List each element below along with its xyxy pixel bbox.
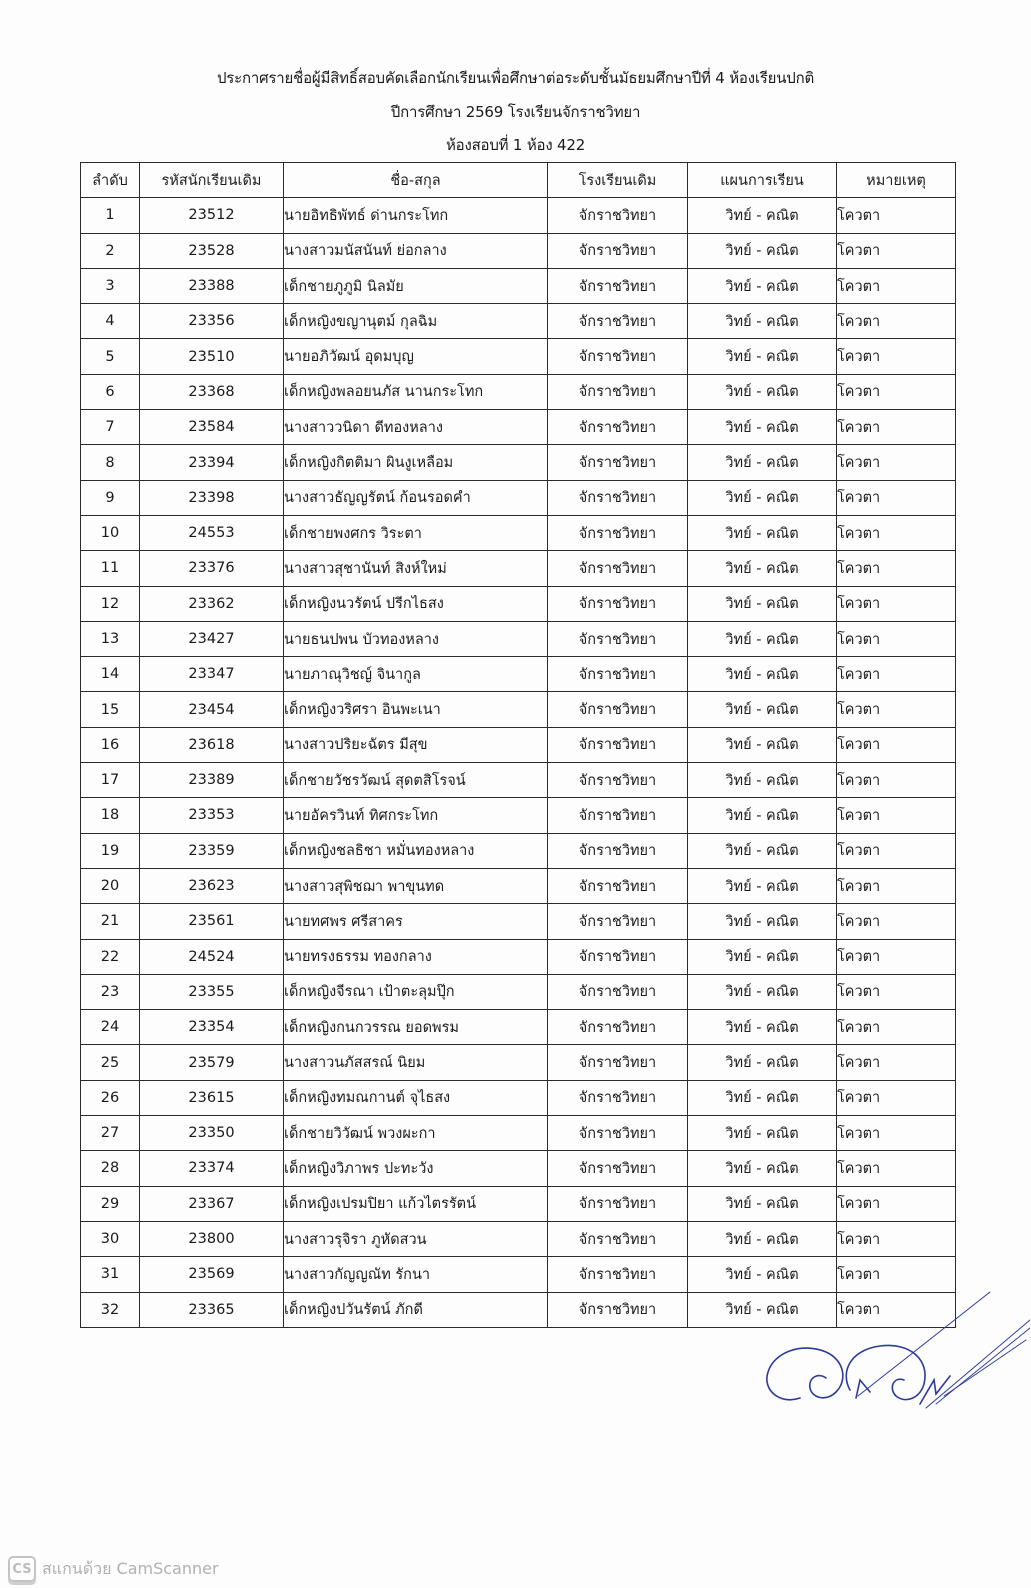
cell-note: โควตา xyxy=(837,551,956,586)
cell-no: 9 xyxy=(81,480,140,515)
cell-plan: วิทย์ - คณิต xyxy=(688,657,837,692)
cell-note: โควตา xyxy=(837,974,956,1009)
cell-school: จักราชวิทยา xyxy=(548,1292,688,1327)
cell-note: โควตา xyxy=(837,868,956,903)
column-header-no: ลำดับ xyxy=(81,163,140,198)
cell-note: โควตา xyxy=(837,833,956,868)
cell-name: นางสาวนภัสสรณ์ นิยม xyxy=(284,1045,548,1080)
cell-plan: วิทย์ - คณิต xyxy=(688,445,837,480)
cell-note: โควตา xyxy=(837,798,956,833)
cell-school: จักราชวิทยา xyxy=(548,551,688,586)
cell-no: 5 xyxy=(81,339,140,374)
table-row xyxy=(81,763,956,798)
cell-school: จักราชวิทยา xyxy=(548,1186,688,1221)
table-row xyxy=(81,1010,956,1045)
cell-plan: วิทย์ - คณิต xyxy=(688,304,837,339)
watermark-text: สแกนด้วย CamScanner xyxy=(42,1558,219,1578)
table-row xyxy=(81,1186,956,1221)
cell-student-id: 23623 xyxy=(140,868,284,903)
cell-plan: วิทย์ - คณิต xyxy=(688,1045,837,1080)
table-row xyxy=(81,233,956,268)
cell-plan: วิทย์ - คณิต xyxy=(688,1080,837,1115)
cell-name: เด็กหญิงขญานุตม์ กุลฉิม xyxy=(284,304,548,339)
cell-student-id: 23355 xyxy=(140,974,284,1009)
cell-student-id: 23367 xyxy=(140,1186,284,1221)
cell-note: โควตา xyxy=(837,1257,956,1292)
cell-school: จักราชวิทยา xyxy=(548,374,688,409)
cell-plan: วิทย์ - คณิต xyxy=(688,621,837,656)
cell-note: โควตา xyxy=(837,1292,956,1327)
cell-note: โควตา xyxy=(837,304,956,339)
cell-student-id: 23618 xyxy=(140,727,284,762)
cell-note: โควตา xyxy=(837,692,956,727)
cell-no: 11 xyxy=(81,551,140,586)
cell-student-id: 23365 xyxy=(140,1292,284,1327)
cell-note: โควตา xyxy=(837,939,956,974)
cell-student-id: 23394 xyxy=(140,445,284,480)
cell-school: จักราชวิทยา xyxy=(548,763,688,798)
cell-plan: วิทย์ - คณิต xyxy=(688,974,837,1009)
table-row xyxy=(81,1221,956,1256)
cell-school: จักราชวิทยา xyxy=(548,974,688,1009)
table-row xyxy=(81,1045,956,1080)
cell-plan: วิทย์ - คณิต xyxy=(688,1292,837,1327)
cell-name: เด็กหญิงจีรณา เป้าตะลุมปุ๊ก xyxy=(284,974,548,1009)
cell-no: 17 xyxy=(81,763,140,798)
cell-note: โควตา xyxy=(837,233,956,268)
cell-school: จักราชวิทยา xyxy=(548,268,688,303)
table-row xyxy=(81,374,956,409)
cell-no: 29 xyxy=(81,1186,140,1221)
cell-name: เด็กหญิงกิตติมา ผินงูเหลือม xyxy=(284,445,548,480)
table-body xyxy=(81,198,956,1328)
cell-student-id: 23584 xyxy=(140,410,284,445)
cell-student-id: 23362 xyxy=(140,586,284,621)
cell-school: จักราชวิทยา xyxy=(548,1257,688,1292)
cell-name: นางสาวรุจิรา ภูหัดสวน xyxy=(284,1221,548,1256)
cell-no: 27 xyxy=(81,1116,140,1151)
cell-no: 28 xyxy=(81,1151,140,1186)
table-row xyxy=(81,515,956,550)
cell-name: เด็กหญิงนวรัตน์ ปรีกไธสง xyxy=(284,586,548,621)
cell-school: จักราชวิทยา xyxy=(548,198,688,233)
cell-student-id: 23353 xyxy=(140,798,284,833)
cell-no: 20 xyxy=(81,868,140,903)
cell-name: นางสาวสุพิชฌา พาขุนทด xyxy=(284,868,548,903)
cell-name: เด็กชายพงศกร วิระตา xyxy=(284,515,548,550)
cell-school: จักราชวิทยา xyxy=(548,480,688,515)
cell-plan: วิทย์ - คณิต xyxy=(688,939,837,974)
cell-student-id: 24553 xyxy=(140,515,284,550)
table-row xyxy=(81,551,956,586)
cell-name: นายภาณุวิชญ์ จินากูล xyxy=(284,657,548,692)
cell-school: จักราชวิทยา xyxy=(548,1010,688,1045)
cell-student-id: 23374 xyxy=(140,1151,284,1186)
cell-plan: วิทย์ - คณิต xyxy=(688,798,837,833)
cell-school: จักราชวิทยา xyxy=(548,1221,688,1256)
cell-school: จักราชวิทยา xyxy=(548,515,688,550)
cell-note: โควตา xyxy=(837,445,956,480)
cell-plan: วิทย์ - คณิต xyxy=(688,1221,837,1256)
cell-name: เด็กหญิงวริศรา อินพะเนา xyxy=(284,692,548,727)
cell-school: จักราชวิทยา xyxy=(548,868,688,903)
cell-no: 32 xyxy=(81,1292,140,1327)
column-header-student-id: รหัสนักเรียนเดิม xyxy=(140,163,284,198)
table-row xyxy=(81,904,956,939)
table-row xyxy=(81,304,956,339)
cell-no: 7 xyxy=(81,410,140,445)
cell-note: โควตา xyxy=(837,198,956,233)
cell-student-id: 23800 xyxy=(140,1221,284,1256)
table-row xyxy=(81,727,956,762)
student-list-table xyxy=(80,162,956,1328)
cell-plan: วิทย์ - คณิต xyxy=(688,410,837,445)
cell-student-id: 23454 xyxy=(140,692,284,727)
cell-plan: วิทย์ - คณิต xyxy=(688,515,837,550)
cell-plan: วิทย์ - คณิต xyxy=(688,1257,837,1292)
cell-note: โควตา xyxy=(837,1151,956,1186)
cell-name: นายทรงธรรม ทองกลาง xyxy=(284,939,548,974)
cell-plan: วิทย์ - คณิต xyxy=(688,268,837,303)
cell-plan: วิทย์ - คณิต xyxy=(688,233,837,268)
cell-plan: วิทย์ - คณิต xyxy=(688,551,837,586)
cell-name: นางสาวสุชานันท์ สิงห์ใหม่ xyxy=(284,551,548,586)
cell-note: โควตา xyxy=(837,1186,956,1221)
cell-note: โควตา xyxy=(837,1080,956,1115)
cell-school: จักราชวิทยา xyxy=(548,339,688,374)
cell-school: จักราชวิทยา xyxy=(548,1080,688,1115)
cell-name: เด็กหญิงปวันรัตน์ ภักดี xyxy=(284,1292,548,1327)
cell-school: จักราชวิทยา xyxy=(548,657,688,692)
cell-student-id: 23398 xyxy=(140,480,284,515)
cell-school: จักราชวิทยา xyxy=(548,410,688,445)
cell-name: เด็กหญิงเปรมปิยา แก้วไตรรัตน์ xyxy=(284,1186,548,1221)
cell-note: โควตา xyxy=(837,268,956,303)
cell-plan: วิทย์ - คณิต xyxy=(688,727,837,762)
cell-no: 6 xyxy=(81,374,140,409)
cell-name: นายทศพร ศรีสาคร xyxy=(284,904,548,939)
cell-note: โควตา xyxy=(837,480,956,515)
cell-note: โควตา xyxy=(837,1116,956,1151)
cell-student-id: 23512 xyxy=(140,198,284,233)
table-row xyxy=(81,974,956,1009)
table-row xyxy=(81,939,956,974)
cell-name: เด็กหญิงกนกวรรณ ยอดพรม xyxy=(284,1010,548,1045)
cell-no: 13 xyxy=(81,621,140,656)
cell-no: 8 xyxy=(81,445,140,480)
cell-school: จักราชวิทยา xyxy=(548,233,688,268)
cell-name: นายอัครวินท์ ทิศกระโทก xyxy=(284,798,548,833)
cell-student-id: 23528 xyxy=(140,233,284,268)
cell-student-id: 23388 xyxy=(140,268,284,303)
cell-name: เด็กหญิงชลธิชา หมั่นทองหลาง xyxy=(284,833,548,868)
cell-plan: วิทย์ - คณิต xyxy=(688,763,837,798)
table-row xyxy=(81,339,956,374)
cell-plan: วิทย์ - คณิต xyxy=(688,833,837,868)
cell-school: จักราชวิทยา xyxy=(548,1116,688,1151)
cell-no: 30 xyxy=(81,1221,140,1256)
cell-no: 23 xyxy=(81,974,140,1009)
cell-note: โควตา xyxy=(837,904,956,939)
camscanner-logo-icon: CS xyxy=(8,1556,36,1582)
cell-note: โควตา xyxy=(837,339,956,374)
column-header-school: โรงเรียนเดิม xyxy=(548,163,688,198)
cell-no: 15 xyxy=(81,692,140,727)
table-row xyxy=(81,1080,956,1115)
column-header-note: หมายเหตุ xyxy=(837,163,956,198)
cell-student-id: 23579 xyxy=(140,1045,284,1080)
cell-student-id: 23359 xyxy=(140,833,284,868)
cell-school: จักราชวิทยา xyxy=(548,904,688,939)
cell-note: โควตา xyxy=(837,621,956,656)
cell-name: เด็กหญิงวิภาพร ปะทะวัง xyxy=(284,1151,548,1186)
cell-no: 25 xyxy=(81,1045,140,1080)
cell-no: 12 xyxy=(81,586,140,621)
table-row xyxy=(81,798,956,833)
cell-school: จักราชวิทยา xyxy=(548,1151,688,1186)
cell-student-id: 23350 xyxy=(140,1116,284,1151)
cell-name: นายอภิวัฒน์ อุดมบุญ xyxy=(284,339,548,374)
camscanner-watermark xyxy=(8,1556,219,1582)
table-row xyxy=(81,692,956,727)
table-row xyxy=(81,480,956,515)
cell-student-id: 23376 xyxy=(140,551,284,586)
cell-student-id: 23615 xyxy=(140,1080,284,1115)
cell-plan: วิทย์ - คณิต xyxy=(688,868,837,903)
cell-school: จักราชวิทยา xyxy=(548,1045,688,1080)
cell-note: โควตา xyxy=(837,1045,956,1080)
cell-note: โควตา xyxy=(837,515,956,550)
cell-student-id: 23347 xyxy=(140,657,284,692)
table-row xyxy=(81,833,956,868)
table-row xyxy=(81,198,956,233)
table-row xyxy=(81,1151,956,1186)
handwritten-signature xyxy=(740,1280,1030,1430)
cell-plan: วิทย์ - คณิต xyxy=(688,1116,837,1151)
cell-no: 31 xyxy=(81,1257,140,1292)
cell-note: โควตา xyxy=(837,727,956,762)
cell-no: 18 xyxy=(81,798,140,833)
cell-no: 22 xyxy=(81,939,140,974)
cell-no: 24 xyxy=(81,1010,140,1045)
cell-plan: วิทย์ - คณิต xyxy=(688,480,837,515)
cell-student-id: 23354 xyxy=(140,1010,284,1045)
cell-name: นายธนปพน บัวทองหลาง xyxy=(284,621,548,656)
cell-no: 26 xyxy=(81,1080,140,1115)
table-row xyxy=(81,410,956,445)
table-row xyxy=(81,1116,956,1151)
cell-note: โควตา xyxy=(837,1221,956,1256)
column-header-plan: แผนการเรียน xyxy=(688,163,837,198)
cell-name: นางสาวธัญญรัตน์ ก้อนรอดคำ xyxy=(284,480,548,515)
cell-school: จักราชวิทยา xyxy=(548,304,688,339)
cell-school: จักราชวิทยา xyxy=(548,727,688,762)
cell-no: 16 xyxy=(81,727,140,762)
cell-school: จักราชวิทยา xyxy=(548,621,688,656)
cell-name: เด็กชายวิวัฒน์ พวงผะกา xyxy=(284,1116,548,1151)
table-row xyxy=(81,657,956,692)
cell-school: จักราชวิทยา xyxy=(548,692,688,727)
cell-note: โควตา xyxy=(837,763,956,798)
cell-plan: วิทย์ - คณิต xyxy=(688,692,837,727)
cell-note: โควตา xyxy=(837,657,956,692)
cell-name: นางสาวกัญญณัท รักนา xyxy=(284,1257,548,1292)
table-row xyxy=(81,586,956,621)
cell-note: โควตา xyxy=(837,374,956,409)
cell-no: 14 xyxy=(81,657,140,692)
cell-student-id: 23561 xyxy=(140,904,284,939)
cell-student-id: 23427 xyxy=(140,621,284,656)
cell-student-id: 23389 xyxy=(140,763,284,798)
cell-note: โควตา xyxy=(837,586,956,621)
cell-no: 2 xyxy=(81,233,140,268)
cell-plan: วิทย์ - คณิต xyxy=(688,586,837,621)
table-row xyxy=(81,868,956,903)
cell-school: จักราชวิทยา xyxy=(548,833,688,868)
cell-no: 21 xyxy=(81,904,140,939)
cell-student-id: 23510 xyxy=(140,339,284,374)
cell-no: 4 xyxy=(81,304,140,339)
cell-name: เด็กหญิงพลอยนภัส นานกระโทก xyxy=(284,374,548,409)
cell-school: จักราชวิทยา xyxy=(548,939,688,974)
cell-school: จักราชวิทยา xyxy=(548,445,688,480)
cell-name: เด็กชายภูภูมิ นิลมัย xyxy=(284,268,548,303)
exam-room: ห้องสอบที่ 1 ห้อง 422 xyxy=(445,136,586,154)
cell-note: โควตา xyxy=(837,1010,956,1045)
cell-plan: วิทย์ - คณิต xyxy=(688,1151,837,1186)
cell-note: โควตา xyxy=(837,410,956,445)
table-header-row xyxy=(81,163,956,198)
cell-plan: วิทย์ - คณิต xyxy=(688,374,837,409)
cell-no: 10 xyxy=(81,515,140,550)
column-header-name: ชื่อ-สกุล xyxy=(284,163,548,198)
cell-no: 1 xyxy=(81,198,140,233)
cell-student-id: 23368 xyxy=(140,374,284,409)
cell-school: จักราชวิทยา xyxy=(548,586,688,621)
cell-name: เด็กหญิงทมณกานต์ จุไธสง xyxy=(284,1080,548,1115)
cell-student-id: 24524 xyxy=(140,939,284,974)
cell-no: 19 xyxy=(81,833,140,868)
table-row xyxy=(81,621,956,656)
academic-year-school: ปีการศึกษา 2569 โรงเรียนจักราชวิทยา xyxy=(390,103,641,121)
cell-school: จักราชวิทยา xyxy=(548,798,688,833)
cell-name: นางสาวมนัสนันท์ ย่อกลาง xyxy=(284,233,548,268)
table-row xyxy=(81,268,956,303)
cell-student-id: 23356 xyxy=(140,304,284,339)
cell-no: 3 xyxy=(81,268,140,303)
cell-name: นางสาววนิดา ดีทองหลาง xyxy=(284,410,548,445)
cell-name: เด็กชายวัชรวัฒน์ สุดตสิโรจน์ xyxy=(284,763,548,798)
cell-plan: วิทย์ - คณิต xyxy=(688,198,837,233)
cell-plan: วิทย์ - คณิต xyxy=(688,1010,837,1045)
cell-name: นายอิทธิพัทธ์ ด่านกระโทก xyxy=(284,198,548,233)
cell-plan: วิทย์ - คณิต xyxy=(688,1186,837,1221)
cell-plan: วิทย์ - คณิต xyxy=(688,339,837,374)
cell-student-id: 23569 xyxy=(140,1257,284,1292)
table-row xyxy=(81,445,956,480)
cell-name: นางสาวปริยะฉัตร มีสุข xyxy=(284,727,548,762)
cell-plan: วิทย์ - คณิต xyxy=(688,904,837,939)
announcement-title: ประกาศรายชื่อผู้มีสิทธิ์สอบคัดเลือกนักเรียนเพื่อศึกษาต่อระดับชั้นมัธยมศึกษาปีที่ 4 ห้องเรียนปกติ xyxy=(216,69,815,87)
